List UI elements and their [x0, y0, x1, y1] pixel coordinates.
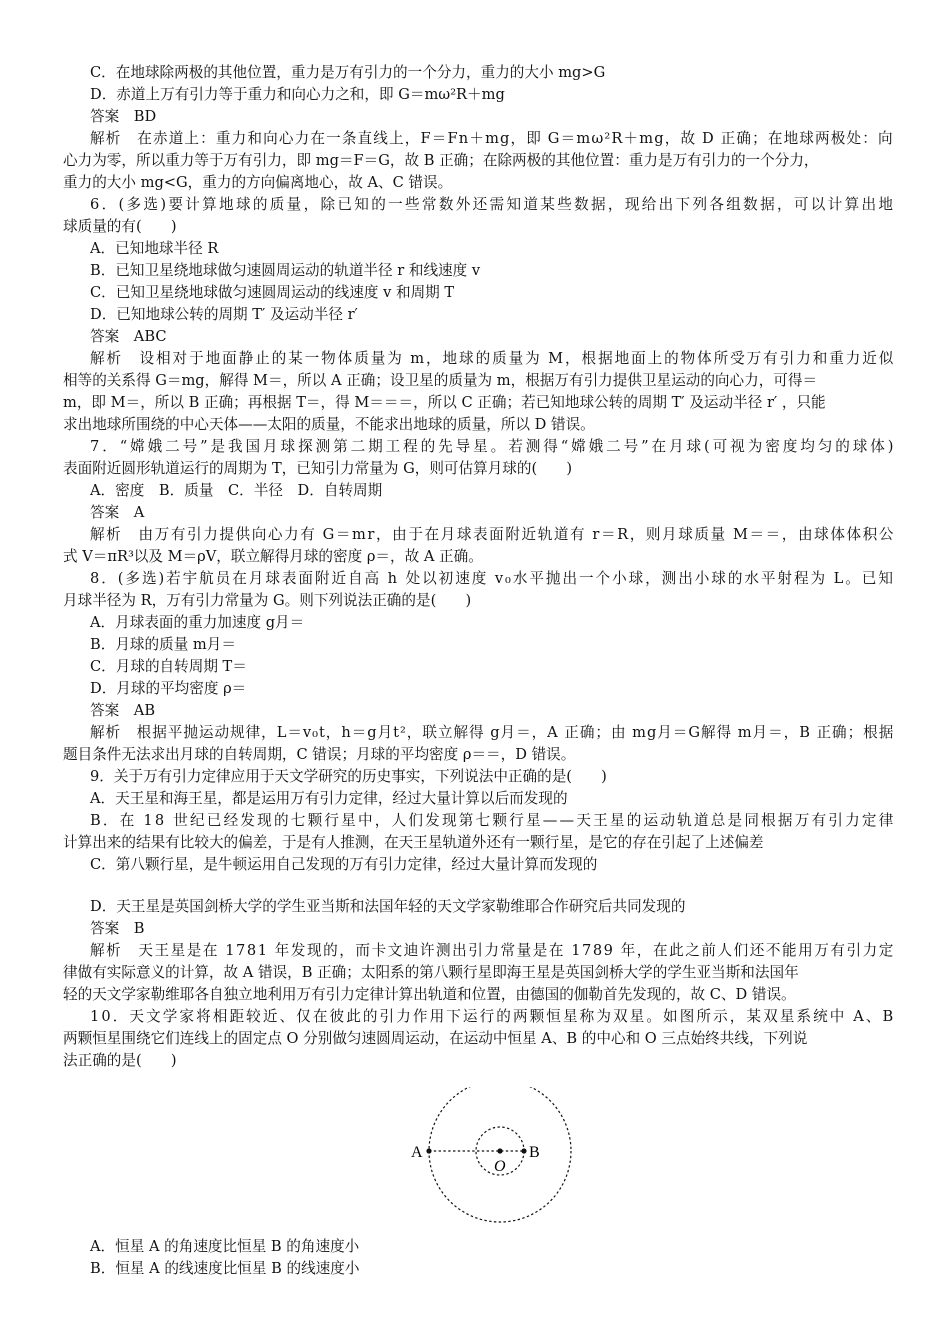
- text-line: 法正确的是( ): [63, 1052, 177, 1069]
- text-line: 答案 BD: [90, 108, 157, 125]
- text-line: 解析 天王星是在 1781 年发现的，而卡文迪许测出引力常量是在 1789 年，在此之前人们还不能用万有引力定: [90, 942, 895, 959]
- text-line: 8．(多选)若宇航员在月球表面附近自高 h 处以初速度 v₀水平抛出一个小球，测出小球的水平射程为 L。已知: [90, 570, 895, 587]
- text-line: 计算出来的结果有比较大的偏差，于是有人推测，在天王星轨道外还有一颗行星，是它的存在引起了上述偏差: [63, 834, 764, 851]
- text-line: 答案 B: [90, 920, 145, 937]
- text-line: C．第八颗行星，是牛顿运用自己发现的万有引力定律，经过大量计算而发现的: [90, 856, 598, 873]
- text-line: 答案 ABC: [90, 328, 167, 345]
- star-b-label: B: [529, 1144, 540, 1161]
- text-line: 答案 AB: [90, 702, 156, 719]
- text-line: A．恒星 A 的角速度比恒星 B 的角速度小: [90, 1238, 360, 1255]
- text-line: 10．天文学家将相距较近、仅在彼此的引力作用下运行的两颗恒星称为双星。如图所示，某双星系统中 A、B: [90, 1008, 896, 1025]
- text-line: A．已知地球半径 R: [90, 240, 219, 257]
- text-line: m，即 M＝，所以 B 正确；再根据 T＝，得 M＝＝＝，所以 C 正确；若已知地球公转的周期 T′ 及运动半径 r′ ，只能: [63, 394, 826, 411]
- center-o-dot: [497, 1148, 502, 1153]
- text-line: D．已知地球公转的周期 T′ 及运动半径 r′: [90, 306, 358, 323]
- text-line: 求出地球所围绕的中心天体——太阳的质量，不能求出地球的质量，所以 D 错误。: [63, 416, 595, 433]
- text-line: D．赤道上万有引力等于重力和向心力之和，即 G＝mω²R＋mg: [90, 86, 505, 103]
- text-line: C．在地球除两极的其他位置，重力是万有引力的一个分力，重力的大小 mg>G: [90, 64, 606, 81]
- text-line: C．月球的自转周期 T＝: [90, 658, 247, 675]
- star-a-dot: [426, 1148, 431, 1153]
- text-line: A．天王星和海王星，都是运用万有引力定律，经过大量计算以后而发现的: [90, 790, 568, 807]
- text-line: D．月球的平均密度 ρ＝: [90, 680, 247, 697]
- text-line: 解析 根据平抛运动规律，L＝v₀t，h＝g月t²，联立解得 g月＝，A 正确；由 mg月＝G解得 m月＝，B 正确；根据: [90, 724, 895, 741]
- text-line: 球质量的有( ): [63, 218, 177, 235]
- text-line: B．在 18 世纪已经发现的七颗行星中，人们发现第七颗行星——天王星的运动轨道总是同根据万有引力定律: [90, 812, 896, 829]
- text-line: 答案 A: [90, 504, 145, 521]
- text-line: 相等的关系得 G＝mg，解得 M＝，所以 A 正确；设卫星的质量为 m，根据万有引力提供卫星运动的向心力，可得＝: [63, 372, 818, 389]
- orbit-a-circle: [429, 1087, 571, 1222]
- text-line: 轻的天文学家勒维耶各自独立地利用万有引力定律计算出轨道和位置，由德国的伽勒首先发现的，故 C、D 错误。: [63, 986, 796, 1003]
- text-line: B．已知卫星绕地球做匀速圆周运动的轨道半径 r 和线速度 v: [90, 262, 481, 279]
- text-line: 解析 在赤道上：重力和向心力在一条直线上，F＝Fn＋mg，即 G＝mω²R＋mg，故 D 正确；在地球两极处：向: [90, 130, 894, 147]
- text-line: 式 V＝πR³以及 M＝ρV，联立解得月球的密度 ρ＝，故 A 正确。: [63, 548, 483, 565]
- text-line: 解析 设相对于地面静止的某一物体质量为 m，地球的质量为 M，根据地面上的物体所受万有引力和重力近似: [90, 350, 896, 367]
- text-line: B．月球的质量 m月＝: [90, 636, 236, 653]
- binary-star-diagram: [400, 1087, 580, 1227]
- text-line: A．月球表面的重力加速度 g月＝: [90, 614, 305, 631]
- star-b-dot: [521, 1148, 526, 1153]
- text-line: D．天王星是英国剑桥大学的学生亚当斯和法国年轻的天文学家勒维耶合作研究后共同发现的: [90, 898, 686, 915]
- star-a-label: A: [411, 1144, 423, 1161]
- text-line: A．密度 B．质量 C．半径 D．自转周期: [90, 482, 383, 499]
- text-line: 心力为零，所以重力等于万有引力，即 mg＝F＝G，故 B 正确；在除两极的其他位置：重力是万有引力的一个分力，: [63, 152, 819, 169]
- text-line: 7．“嫦娥二号”是我国月球探测第二期工程的先导星。若测得“嫦娥二号”在月球(可视为密度均匀的球体): [90, 438, 897, 455]
- center-o-label: O: [494, 1158, 506, 1175]
- text-line: B．恒星 A 的线速度比恒星 B 的线速度小: [90, 1260, 360, 1277]
- text-line: 重力的大小 mg<G，重力的方向偏离地心，故 A、C 错误。: [63, 174, 453, 191]
- text-line: 6．(多选)要计算地球的质量，除已知的一些常数外还需知道某些数据，现给出下列各组数据，可以计算出地: [90, 196, 896, 213]
- text-line: 题目条件无法求出月球的自转周期，C 错误；月球的平均密度 ρ＝＝，D 错误。: [63, 746, 576, 763]
- text-line: 表面附近圆形轨道运行的周期为 T，已知引力常量为 G，则可估算月球的( ): [63, 460, 573, 477]
- text-line: C．已知卫星绕地球做匀速圆周运动的线速度 v 和周期 T: [90, 284, 455, 301]
- text-line: 律做有实际意义的计算，故 A 错误，B 正确；太阳系的第八颗行星即海王星是英国剑桥大学的学生亚当斯和法国年: [63, 964, 799, 981]
- text-line: 解析 由万有引力提供向心力有 G＝mr，由于在月球表面附近轨道有 r＝R，则月球质量 M＝＝，由球体体积公: [90, 526, 896, 543]
- text-line: 9．关于万有引力定律应用于天文学研究的历史事实，下列说法中正确的是( ): [90, 768, 607, 785]
- text-line: 两颗恒星围绕它们连线上的固定点 O 分别做匀速圆周运动，在运动中恒星 A、B 的中心和 O 三点始终共线，下列说: [63, 1030, 808, 1047]
- text-line: 月球半径为 R，万有引力常量为 G。则下列说法正确的是( ): [63, 592, 472, 609]
